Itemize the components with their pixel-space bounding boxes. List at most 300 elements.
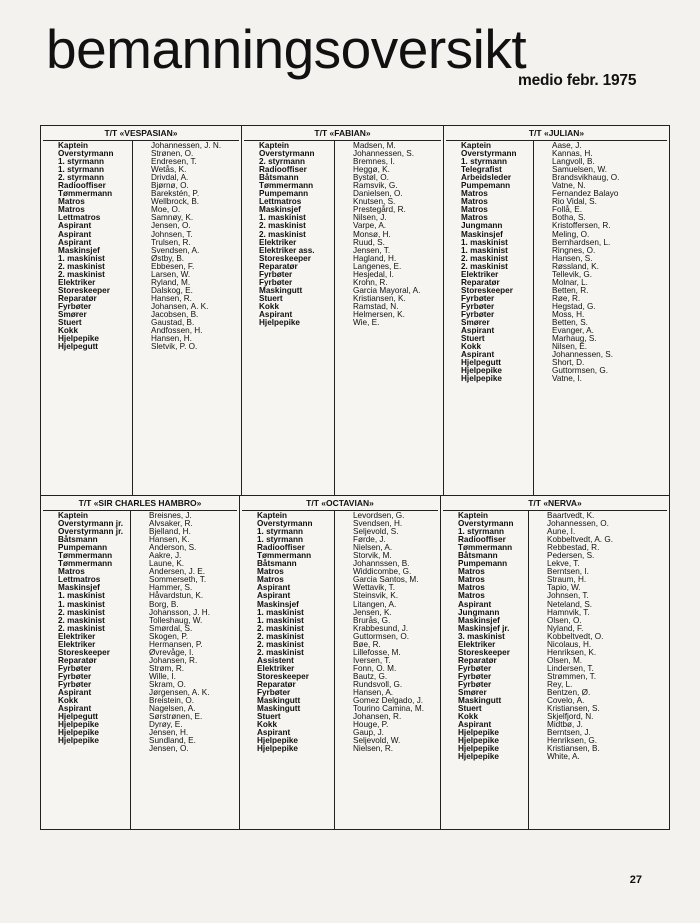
- crew-name: Hermansen, P.: [149, 639, 203, 649]
- role-label: 3. maskinist: [458, 631, 505, 641]
- crew-name: Johansen, A. K.: [151, 301, 209, 311]
- crew-name: Seljevold, W.: [353, 736, 401, 746]
- crew-name: Nilsen, E.: [552, 342, 588, 352]
- crew-name: Barekstén, P.: [151, 189, 200, 199]
- role-label: 2. styrmann: [259, 157, 305, 167]
- role-label: Radiooffiser: [259, 165, 307, 175]
- crew-name: Gaustad, B.: [151, 318, 195, 328]
- crew-name: Wellbrock, B.: [151, 197, 200, 207]
- crew-name: Bremnes, I.: [353, 157, 395, 167]
- crew-name: Steinsvik, K.: [353, 591, 399, 601]
- crew-name: Tellevik, G.: [552, 269, 593, 279]
- role-label: Maskingutt: [257, 696, 301, 706]
- crew-name: Olsen, O.: [547, 615, 582, 625]
- crew-name: Røe, R.: [552, 293, 581, 303]
- crew-name: Madsen, M.: [353, 141, 396, 150]
- role-label: Hjelpepike: [461, 366, 502, 376]
- crew-name: Widdicombe, G.: [353, 567, 412, 577]
- role-label: Fyrbøter: [458, 671, 492, 681]
- crew-name: Heggø, K.: [353, 165, 390, 175]
- crew-name: Krohn, R.: [353, 277, 388, 287]
- role-label: Overstyrmann: [458, 519, 514, 529]
- crew-name: Berntsen, I.: [547, 567, 589, 577]
- role-label: 1. maskinist: [259, 213, 306, 223]
- role-label: Assistent: [257, 655, 294, 665]
- crew-name: Knutsen, S.: [353, 197, 396, 207]
- crew-name: Vatne, I.: [552, 374, 582, 384]
- role-label: 2. maskinist: [58, 269, 105, 279]
- crew-name: Svendsen, H.: [353, 519, 403, 529]
- role-label: 1. styrmann: [58, 157, 104, 167]
- crew-name: Strømmen, T.: [547, 671, 596, 681]
- crew-name: Sørstrønen, E.: [149, 712, 203, 722]
- crew-name: Henriksen, G.: [547, 736, 598, 746]
- name-column: [547, 512, 613, 761]
- role-label: Storeskeeper: [257, 671, 309, 681]
- role-label: Overstyrmann: [58, 149, 114, 159]
- crew-name: Jensen, H.: [149, 728, 189, 738]
- role-label: Reparatør: [58, 655, 97, 665]
- crew-name: Hansen, H.: [151, 334, 192, 344]
- crew-name: Bjørnø, O.: [151, 181, 189, 191]
- crew-name: Ringnes, O.: [552, 245, 596, 255]
- role-column: [458, 512, 514, 761]
- crew-name: Ramstad, N.: [353, 301, 399, 311]
- role-label: Stuert: [58, 318, 82, 328]
- name-column: [552, 142, 619, 383]
- crew-name: Samuelsen, W.: [552, 165, 608, 175]
- crew-name: Johansson, J. H.: [149, 607, 210, 617]
- role-label: Hjelpepike: [257, 744, 298, 754]
- ship-name: T/T «SIR CHARLES HAMBRO»: [43, 496, 237, 511]
- crew-name: Bernhardsen, L.: [552, 237, 611, 247]
- role-label: Storeskeeper: [58, 285, 110, 295]
- role-label: Storeskeeper: [461, 285, 513, 295]
- crew-name: Skogen, P.: [149, 631, 188, 641]
- crew-name: Rey, L.: [547, 679, 573, 689]
- role-label: 1. maskinist: [58, 253, 105, 263]
- role-label: 1. styrmann: [257, 535, 303, 545]
- crew-name: Jensen, K.: [353, 607, 392, 617]
- crew-name: Betten, S.: [552, 318, 588, 328]
- crew-name: Nyland, F.: [547, 623, 584, 633]
- crew-name: Hansen, S.: [552, 253, 593, 263]
- role-label: Kaptein: [257, 511, 288, 520]
- role-label: Fyrbøter: [461, 293, 495, 303]
- role-label: Aspirant: [461, 326, 495, 336]
- role-label: 2. maskinist: [257, 639, 304, 649]
- crew-name: Johansen, R.: [353, 712, 402, 722]
- role-label: Matros: [257, 575, 284, 585]
- role-label: Tømmermann: [259, 181, 314, 191]
- crew-name: Molnar, L.: [552, 277, 588, 287]
- role-label: Hjelpepike: [58, 728, 99, 738]
- crew-name: Seljevold, S.: [353, 527, 399, 537]
- role-label: Matros: [461, 197, 488, 207]
- ship-panel: [240, 496, 441, 829]
- crew-name: Johannessen, S.: [353, 149, 414, 159]
- crew-name: Moe, O.: [151, 205, 181, 215]
- ship-panel: [444, 126, 669, 495]
- role-label: Maskinsjef: [58, 245, 100, 255]
- crew-name: Kobbeltvedt, O.: [547, 631, 604, 641]
- role-label: Pumpemann: [58, 543, 108, 553]
- role-label: Reparatør: [259, 261, 298, 271]
- crew-name: Kristoffersen, R.: [552, 221, 611, 231]
- crew-name: Sletvik, P. O.: [151, 342, 198, 352]
- role-label: Lettmatros: [58, 213, 101, 223]
- crew-name: Svendsen, A.: [151, 245, 200, 255]
- role-label: Fyrbøter: [259, 269, 293, 279]
- crew-name: Tolleshaug, W.: [149, 615, 203, 625]
- role-label: Matros: [461, 189, 488, 199]
- role-column: [259, 142, 315, 327]
- crew-name: Østby, B.: [151, 253, 185, 263]
- page-subtitle: medio febr. 1975: [518, 72, 637, 89]
- role-label: 2. maskinist: [257, 647, 304, 657]
- crew-name: Breisnes, J.: [149, 511, 192, 520]
- crew-name: Baartvedt, K.: [547, 511, 595, 520]
- crew-name: Dalskog, E.: [151, 285, 193, 295]
- role-label: 2. maskinist: [58, 607, 105, 617]
- role-label: Fyrbøter: [461, 301, 495, 311]
- name-column: [149, 512, 210, 753]
- role-label: Matros: [461, 213, 488, 223]
- role-label: Overstyrmann jr.: [58, 519, 124, 529]
- role-label: Elektriker: [458, 639, 496, 649]
- crew-name: Wille, I.: [149, 671, 176, 681]
- crew-name: Hansen, A.: [353, 688, 394, 698]
- column-divider: [528, 511, 529, 829]
- crew-name: White, A.: [547, 752, 580, 762]
- role-label: Båtsmann: [458, 551, 498, 561]
- crew-name: Bentzen, Ø.: [547, 688, 591, 698]
- role-label: Hjelpepike: [458, 728, 499, 738]
- crew-name: Skram, O.: [149, 679, 186, 689]
- role-label: Kaptein: [458, 511, 489, 520]
- role-label: Hjelpepike: [257, 736, 298, 746]
- role-label: Matros: [458, 575, 485, 585]
- crew-name: Danielsen, O.: [353, 189, 403, 199]
- role-label: Smører: [458, 688, 487, 698]
- ship-name: T/T «OCTAVIAN»: [242, 496, 438, 511]
- crew-name: Førde, J.: [353, 535, 386, 545]
- column-divider: [334, 511, 335, 829]
- crew-name: Bjelland, H.: [149, 527, 191, 537]
- role-label: Matros: [458, 583, 485, 593]
- crew-name: Håvardstun, K.: [149, 591, 204, 601]
- crew-name: Øvrevåge, I.: [149, 647, 194, 657]
- role-label: Overstyrmann: [259, 149, 315, 159]
- role-label: Arbeidsleder: [461, 173, 512, 183]
- column-divider: [533, 141, 534, 495]
- crew-name: Jørgensen, A. K.: [149, 688, 210, 698]
- crew-name: Strønen, O.: [151, 149, 194, 159]
- role-label: Tømmermann: [58, 559, 113, 569]
- role-label: 1. maskinist: [58, 599, 105, 609]
- role-label: Jungmann: [458, 607, 500, 617]
- crew-name: Fonn, O. M.: [353, 663, 397, 673]
- crew-name: Aase, J.: [552, 141, 582, 150]
- crew-name: Borg, B.: [149, 599, 179, 609]
- role-label: 2. maskinist: [257, 631, 304, 641]
- crew-name: Tapio, W.: [547, 583, 581, 593]
- role-label: Maskinsjef jr.: [458, 623, 510, 633]
- role-label: Hjelpepike: [259, 318, 300, 328]
- crew-name: Nielsen, R.: [353, 744, 394, 754]
- role-label: Aspirant: [257, 728, 291, 738]
- crew-name: Betten, R.: [552, 285, 589, 295]
- crew-name: Rebbestad, R.: [547, 543, 600, 553]
- role-label: Elektriker: [461, 269, 499, 279]
- crew-name: Kannas, H.: [552, 149, 593, 159]
- crew-name: Johansen, R.: [149, 655, 198, 665]
- role-label: Matros: [58, 197, 85, 207]
- crew-name: Jensen, O.: [149, 744, 189, 754]
- name-column: [353, 512, 424, 753]
- ship-name: T/T «FABIAN»: [244, 126, 441, 141]
- crew-name: Langvoll, B.: [552, 157, 595, 167]
- role-label: Maskingutt: [259, 285, 303, 295]
- role-label: Aspirant: [461, 350, 495, 360]
- role-label: Elektriker: [259, 237, 297, 247]
- role-label: 1. styrmann: [58, 165, 104, 175]
- crew-name: Kristiansen, K.: [353, 293, 406, 303]
- role-label: 2. styrmann: [58, 173, 104, 183]
- crew-name: Nicolaus, H.: [547, 639, 592, 649]
- role-label: Reparatør: [257, 679, 296, 689]
- crew-name: Wie, E.: [353, 318, 380, 328]
- crew-name: Evanger, A.: [552, 326, 594, 336]
- role-label: Hjelpepike: [458, 736, 499, 746]
- role-label: Elektriker: [257, 663, 295, 673]
- crew-name: Sundland, E.: [149, 736, 196, 746]
- crew-name: Jensen, T.: [353, 245, 391, 255]
- role-label: Matros: [458, 567, 485, 577]
- crew-name: Aune, I.: [547, 527, 576, 537]
- crew-name: Anderson, S.: [149, 543, 197, 553]
- role-label: Radiooffiser: [58, 181, 106, 191]
- crew-name: Alvsaker, R.: [149, 519, 193, 529]
- crew-name: Laune, K.: [149, 559, 185, 569]
- crew-name: Langenes, E.: [353, 261, 402, 271]
- crew-name: Lillefosse, M.: [353, 647, 401, 657]
- crew-name: Larsen, W.: [151, 269, 191, 279]
- crew-name: Neteland, S.: [547, 599, 593, 609]
- crew-name: Kristiansen, S.: [547, 704, 600, 714]
- role-label: Elektriker: [58, 277, 96, 287]
- role-label: Stuert: [461, 334, 485, 344]
- role-label: Fyrbøter: [461, 309, 495, 319]
- crew-name: Covelo, A.: [547, 696, 585, 706]
- role-column: [58, 142, 114, 351]
- ship-name: T/T «VESPASIAN»: [43, 126, 239, 141]
- role-label: 1. styrmann: [257, 527, 303, 537]
- crew-name: Brurås, G.: [353, 615, 391, 625]
- role-label: 2. maskinist: [259, 229, 306, 239]
- crew-name: Krabbesund, J.: [353, 623, 409, 633]
- crew-name: Lekve, T.: [547, 559, 580, 569]
- crew-name: Hamnvik, T.: [547, 607, 590, 617]
- crew-name: Andfossen, H.: [151, 326, 203, 336]
- role-label: Storeskeeper: [458, 647, 510, 657]
- crew-name: Marhaug, S.: [552, 334, 597, 344]
- crew-name: Hansen, K.: [149, 535, 190, 545]
- role-label: Maskinsjef: [259, 205, 301, 215]
- role-label: Kokk: [257, 720, 278, 730]
- role-label: Aspirant: [58, 229, 92, 239]
- crew-name: Follå, E.: [552, 205, 583, 215]
- crew-name: Skjelfjord, N.: [547, 712, 594, 722]
- crew-name: Røssland, K.: [552, 261, 599, 271]
- role-label: 2. maskinist: [58, 261, 105, 271]
- role-label: Lettmatros: [58, 575, 101, 585]
- name-column: [353, 142, 420, 327]
- role-label: Matros: [257, 567, 284, 577]
- crew-name: Wettavik, T.: [353, 583, 396, 593]
- crew-name: Ramsvik, G.: [353, 181, 398, 191]
- crew-name: Ebbesen, F.: [151, 261, 195, 271]
- crew-name: Guttormsen, G.: [552, 366, 608, 376]
- role-label: Elektriker: [58, 639, 96, 649]
- role-label: Stuert: [257, 712, 281, 722]
- crew-name: Bøe, R.: [353, 639, 381, 649]
- role-label: Maskingutt: [458, 696, 502, 706]
- role-label: Maskingutt: [257, 704, 301, 714]
- role-label: Matros: [461, 205, 488, 215]
- crew-name: Midtbø, J.: [547, 720, 583, 730]
- crew-name: Tourino Camina, M.: [353, 704, 424, 714]
- name-column: [151, 142, 221, 351]
- role-label: Stuert: [259, 293, 283, 303]
- role-label: Kaptein: [58, 511, 89, 520]
- crew-name: Helmersen, K.: [353, 309, 405, 319]
- crew-name: Johnsen, T.: [151, 229, 193, 239]
- role-label: Maskinsjef: [257, 599, 299, 609]
- role-label: Hjelpepike: [458, 752, 499, 762]
- crew-name: Brandsvikhaug, O.: [552, 173, 620, 183]
- role-label: Aspirant: [257, 591, 291, 601]
- role-label: Kokk: [461, 342, 482, 352]
- role-label: 1. maskinist: [257, 615, 304, 625]
- crew-name: Johannessen, J. N.: [151, 141, 222, 150]
- ship-panel: [441, 496, 669, 829]
- ship-panel: [242, 126, 444, 495]
- role-label: 1. maskinist: [58, 591, 105, 601]
- crew-name: Johannessen, O.: [547, 519, 609, 529]
- crew-name: Guttormsen, O.: [353, 631, 409, 641]
- role-label: 2. maskinist: [461, 261, 508, 271]
- crew-name: Ryland, M.: [151, 277, 191, 287]
- crew-name: Nielsen, A.: [353, 543, 393, 553]
- role-label: Fyrbøter: [257, 688, 291, 698]
- role-label: 2. maskinist: [58, 623, 105, 633]
- crew-name: Dyrøy, E.: [149, 720, 183, 730]
- role-label: Fyrbøter: [58, 663, 92, 673]
- crew-name: Strøm, R.: [149, 663, 185, 673]
- role-label: Elektriker ass.: [259, 245, 315, 255]
- role-label: Fyrbøter: [259, 277, 293, 287]
- crew-name: Gaup, J.: [353, 728, 384, 738]
- column-divider: [334, 141, 335, 495]
- role-label: 2. maskinist: [461, 253, 508, 263]
- crew-name: Storvik, M.: [353, 551, 392, 561]
- role-label: Overstyrmann jr.: [58, 527, 124, 537]
- role-label: Aspirant: [458, 599, 492, 609]
- crew-name: Smørdal, S.: [149, 623, 193, 633]
- crew-name: Endresen, T.: [151, 157, 197, 167]
- crew-name: Meling, O.: [552, 229, 590, 239]
- role-label: Pumpemann: [461, 181, 511, 191]
- page-number: 27: [629, 874, 642, 886]
- role-label: 1. maskinist: [461, 245, 508, 255]
- crew-name: Nagelsen, A.: [149, 704, 196, 714]
- role-label: Elektriker: [58, 631, 96, 641]
- crew-name: Short, D.: [552, 358, 585, 368]
- ship-name: T/T «JULIAN»: [446, 126, 667, 141]
- page-title: bemanningsoversikt: [46, 18, 527, 80]
- crew-name: Nilsen, J.: [353, 213, 387, 223]
- crew-name: Samnøy, K.: [151, 213, 194, 223]
- role-label: Kokk: [458, 712, 479, 722]
- role-label: Pumpemann: [259, 189, 309, 199]
- role-label: Aspirant: [58, 237, 92, 247]
- role-label: Telegrafist: [461, 165, 502, 175]
- column-divider: [132, 141, 133, 495]
- crew-name: Vatne, N.: [552, 181, 586, 191]
- role-label: Fyrbøter: [58, 679, 92, 689]
- crew-name: Olsen, M.: [547, 655, 583, 665]
- crew-name: Monsø, H.: [353, 229, 391, 239]
- crew-name: Hansen, R.: [151, 293, 192, 303]
- crew-name: Johannssen, B.: [353, 559, 410, 569]
- role-label: Hjelpepike: [458, 744, 499, 754]
- crew-name: Garcia Santos, M.: [353, 575, 419, 585]
- crew-name: Trulsen, R.: [151, 237, 191, 247]
- role-label: Aspirant: [58, 688, 92, 698]
- crew-name: Prestegård, R.: [353, 205, 406, 215]
- role-label: Aspirant: [58, 221, 92, 231]
- role-column: [257, 512, 313, 753]
- crew-name: Henriksen, K.: [547, 647, 597, 657]
- crew-name: Kobbeltvedt, A. G.: [547, 535, 613, 545]
- role-label: Hjelpegutt: [58, 342, 99, 352]
- crew-name: Iversen, T.: [353, 655, 391, 665]
- role-label: Radiooffiser: [458, 535, 506, 545]
- crew-name: Aakre, J.: [149, 551, 182, 561]
- role-label: Kokk: [259, 301, 280, 311]
- crew-name: Pedersen, S.: [547, 551, 595, 561]
- role-label: Storeskeeper: [259, 253, 311, 263]
- crew-name: Houge, P.: [353, 720, 389, 730]
- role-label: Kaptein: [58, 141, 89, 150]
- role-label: Båtsmann: [257, 559, 297, 569]
- crew-name: Levordsen, G.: [353, 511, 405, 520]
- crew-name: Litangen, A.: [353, 599, 397, 609]
- role-label: Båtsmann: [259, 173, 299, 183]
- role-label: Kaptein: [259, 141, 290, 150]
- role-label: Overstyrmann: [461, 149, 517, 159]
- role-label: Matros: [58, 567, 85, 577]
- role-label: Stuert: [458, 704, 482, 714]
- crew-name: Hegstad, G.: [552, 301, 596, 311]
- crew-name: Ruud, S.: [353, 237, 385, 247]
- role-label: Fyrbøter: [458, 663, 492, 673]
- role-label: Maskinsjef: [58, 583, 100, 593]
- ship-panel: [41, 126, 242, 495]
- crew-name: Jacobsen, B.: [151, 309, 199, 319]
- role-label: Storeskeeper: [58, 647, 110, 657]
